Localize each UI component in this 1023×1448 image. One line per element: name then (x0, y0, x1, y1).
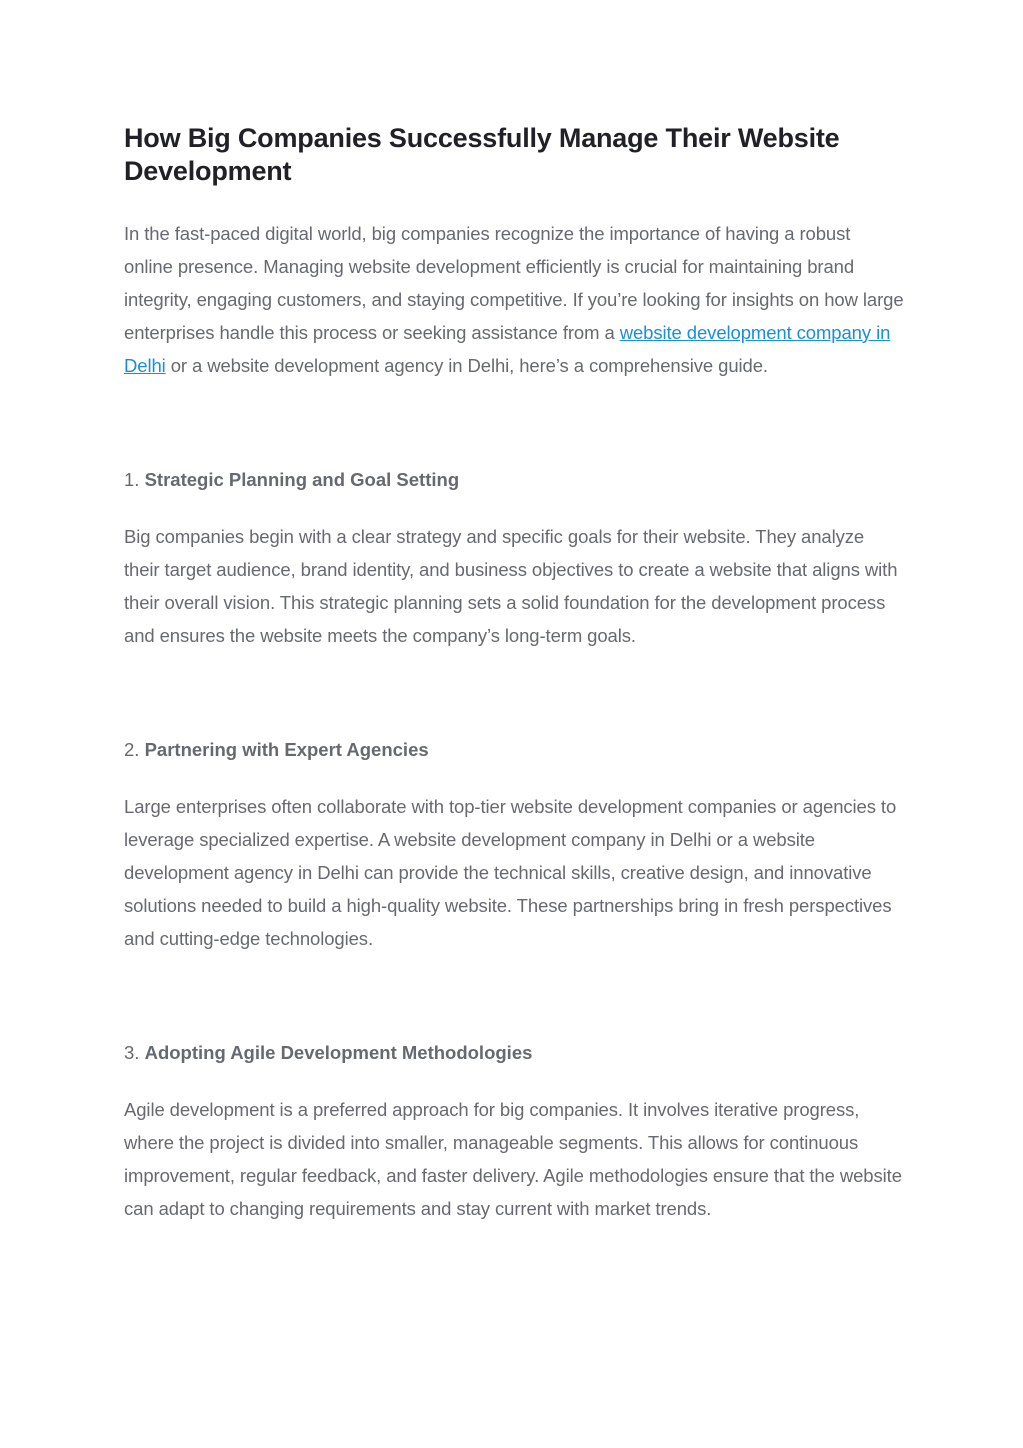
section-expert-agencies (124, 733, 904, 955)
section-heading-title: Partnering with Expert Agencies (144, 739, 429, 760)
document-page (124, 122, 904, 1225)
section-body: Agile development is a preferred approach for big companies. It involves iterative progress, where the project is divided into smaller, manageable segments. This allows for continuous improvement, regular feedback, and faster delivery. Agile methodologies ensure that the website can adapt to changing requirements and stay current with market trends. (124, 1099, 902, 1219)
section-number: 3. (124, 1042, 145, 1063)
intro-text-after: or a website development agency in Delhi, here’s a comprehensive guide. (165, 355, 768, 376)
page-title: How Big Companies Successfully Manage Their Website Development (124, 123, 840, 186)
section-agile-methodologies (124, 1036, 904, 1225)
section-number: 2. (124, 739, 145, 760)
section-body: Large enterprises often collaborate with top-tier website development companies or agencies to leverage specialized expertise. A website development company in Delhi or a website development agency in Delhi can provide the technical skills, creative design, and innovative solutions needed to build a high-quality website. These partnerships bring in fresh perspectives and cutting-edge technologies. (124, 796, 897, 949)
section-heading-title: Strategic Planning and Goal Setting (144, 469, 460, 490)
section-strategic-planning (124, 463, 904, 652)
intro-paragraph (124, 217, 904, 382)
intro-text-before: In the fast-paced digital world, big companies recognize the importance of having a robust online presence. Managing website development efficiently is crucial for maintaining brand integrity, engaging customers, and staying competitive. If you’re looking for insights on how large enterprises handle this process or seeking assistance from a (124, 223, 904, 343)
website-development-company-link[interactable]: website development company in Delhi (124, 322, 891, 376)
section-number: 1. (124, 469, 145, 490)
section-body: Big companies begin with a clear strategy and specific goals for their website. They analyze their target audience, brand identity, and business objectives to create a website that aligns with their overall vision. This strategic planning sets a solid foundation for the development process and ensures the website meets the company’s long-term goals. (124, 526, 898, 646)
section-heading (124, 1036, 904, 1069)
section-heading (124, 733, 904, 766)
section-heading-title: Adopting Agile Development Methodologies (144, 1042, 533, 1063)
section-heading (124, 463, 904, 496)
